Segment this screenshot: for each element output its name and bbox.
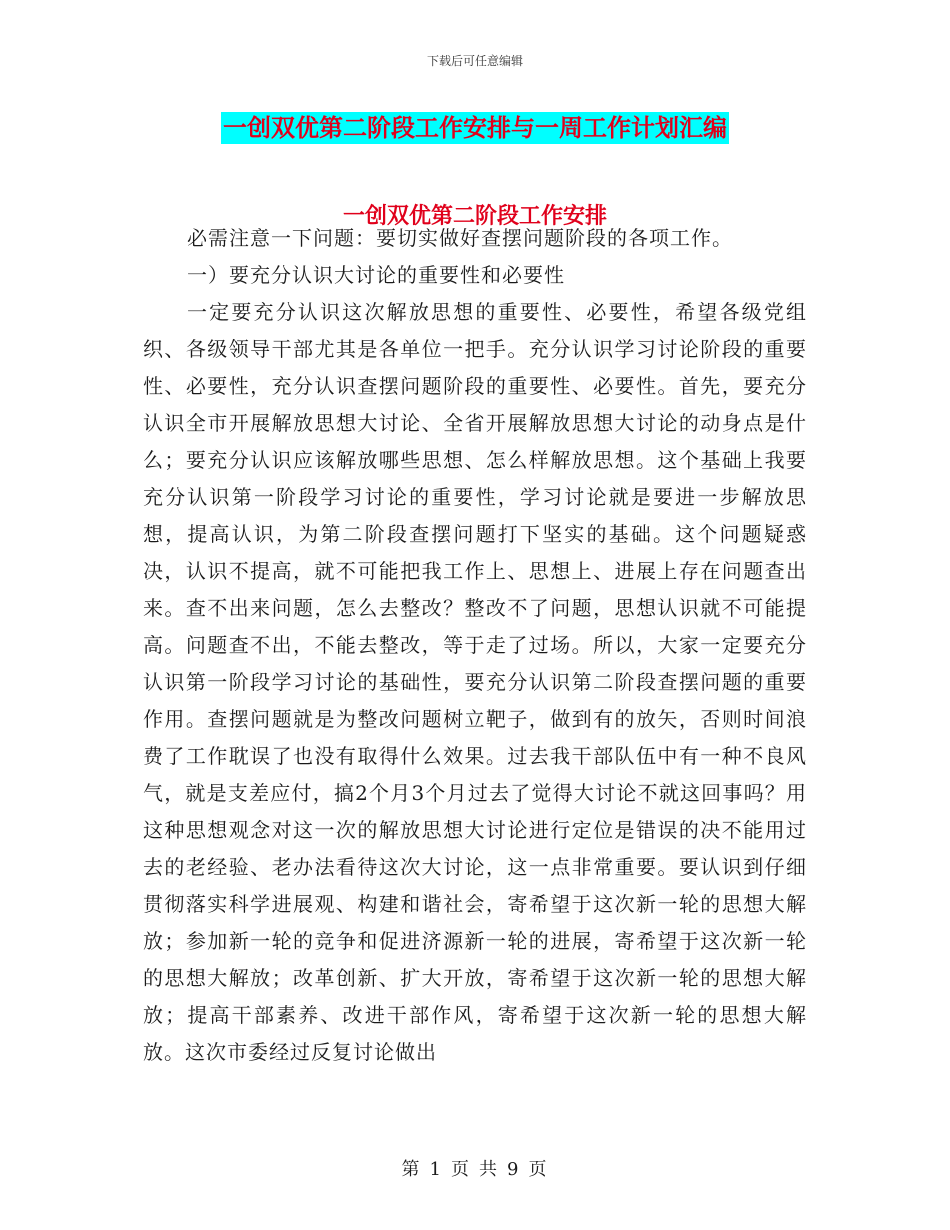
section-title: 一创双优第二阶段工作安排 xyxy=(342,204,607,229)
footer-prefix: 第 xyxy=(401,1159,422,1180)
header-note: 下载后可任意编辑 xyxy=(426,54,523,68)
footer-total-pages: 9 xyxy=(507,1159,521,1180)
document-main-title: 一创双优第二阶段工作安排与一周工作计划汇编 xyxy=(223,114,727,142)
footer-unit: 页 xyxy=(451,1159,471,1180)
page-footer xyxy=(0,1155,950,1181)
footer-suffix: 页 xyxy=(528,1159,549,1180)
paragraph: 一定要充分认识这次解放思想的重要性、必要性，希望各级党组织、各级领导干部尤其是各单位一把手。充分认识学习讨论阶段的重要性、必要性，充分认识查摆问题阶段的重要性、必要性。首先，要充分认识全市开展解放思想大讨论、全省开展解放思想大讨论的动身点是什么；要充分认识应该解放哪些思想、怎么样解放思想。这个基础上我要充分认识第一阶段学习讨论的重要性，学习讨论就是要进一步解放思想，提高认识，为第二阶段查摆问题打下坚实的基础。这个问题疑惑决，认识不提高，就不可能把我工作上、思想上、进展上存在问题查出来。查不出来问题，怎么去整改？整改不了问题，思想认识就不可能提高。问题查不出，不能去整改，等于走了过场。所以，大家一定要充分认识第一阶段学习讨论的基础性，要充分认识第二阶段查摆问题的重要作用。查摆问题就是为整改问题树立靶子，做到有的放矢，否则时间浪费了工作耽误了也没有取得什么效果。过去我干部队伍中有一种不良风气，就是支差应付，搞2个月3个月过去了觉得大讨论不就这回事吗？用这种思想观念对这一次的解放思想大讨论进行定位是错误的决不能用过去的老经验、老办法看待这次大讨论，这一点非常重要。要认识到仔细贯彻落实科学进展观、构建和谐社会，寄希望于这次新一轮的思想大解放；参加新一轮的竞争和促进济源新一轮的进展，寄希望于这次新一轮的思想大解放；改革创新、扩大开放，寄希望于这次新一轮的思想大解放；提高干部素养、改进干部作风，寄希望于这次新一轮的思想大解放。这次市委经过反复讨论做出 xyxy=(143,300,807,1064)
document-body xyxy=(143,220,807,1071)
footer-total-label: 共 xyxy=(479,1159,499,1180)
paragraph: 必需注意一下问题：要切实做好查摆问题阶段的各项工作。 xyxy=(187,226,733,250)
paragraph: 一）要充分认识大讨论的重要性和必要性 xyxy=(187,263,565,287)
footer-page-number: 1 xyxy=(429,1159,443,1180)
